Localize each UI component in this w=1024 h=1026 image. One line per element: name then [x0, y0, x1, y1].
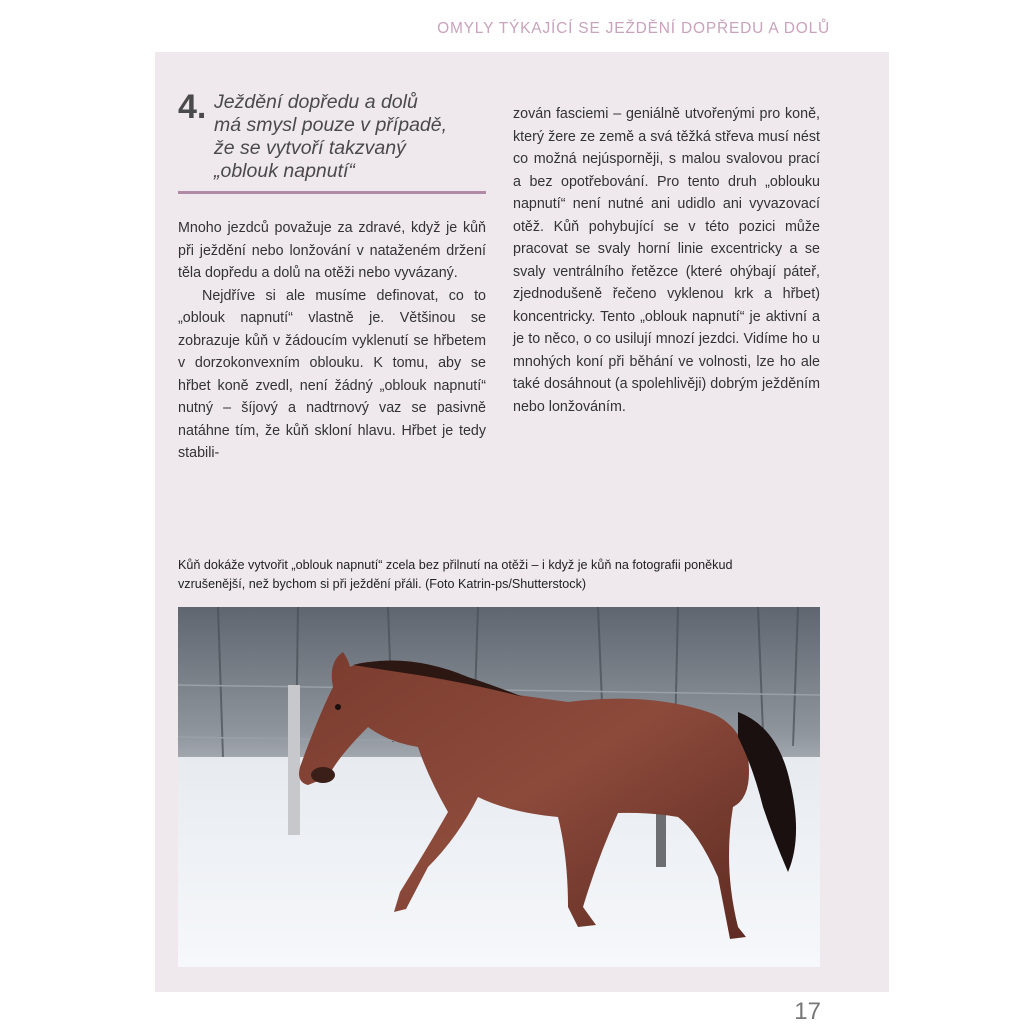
- section-title: [214, 88, 488, 183]
- horse-photo: [178, 607, 820, 967]
- photo-caption: Kůň dokáže vytvořit „oblouk napnutí“ zcela bez přilnutí na otěži – i když je kůň na fotografii poněkud vzrušenější, než bychom si při ježdění přáli. (Foto Katrin-ps/Shutterstock): [178, 558, 733, 591]
- section-title-line: Ježdění dopředu a dolů: [214, 91, 418, 113]
- page-number: 17: [794, 998, 821, 1025]
- section-title-line: „oblouk napnutí“: [214, 160, 355, 182]
- body-column-right: [513, 103, 820, 418]
- section-title-line: má smysl pouze v případě,: [214, 114, 448, 136]
- body-paragraph: Mnoho jezdců považuje za zdravé, když je kůň při ježdění nebo lonžování v nataženém držení těla dopředu a dolů na otěži nebo vyvázaný.: [178, 220, 486, 281]
- body-paragraph: zován fasciemi – geniálně utvořenými pro koně, který žere ze země a svá těžká střeva musí nést co možná nejúsporněji, s malou svalovou prací a bez opotřebování. Pro tento druh „oblouku napnutí“ není nutné ani udidlo ani vyvazovací otěž. Kůň pohybující se v této pozici může pracovat se svaly horní linie excentricky a se svaly ventrálního řetězce (které ohýbají páteř, zjednodušeně řečeno vyklenou krk a hřbet) koncentricky. Tento „oblouk napnutí“ je aktivní a je to něco, o co usilují mnozí jezdci. Vidíme ho u mnohých koní při běhání ve volnosti, lze ho ale také dosáhnout (a spolehlivěji) dobrým ježděním nebo lonžováním.: [513, 106, 820, 415]
- section-heading: [178, 88, 488, 183]
- heading-divider: [178, 191, 486, 194]
- section-number: 4.: [178, 88, 207, 126]
- body-column-left: [178, 217, 486, 465]
- running-head: OMYLY TÝKAJÍCÍ SE JEŽDĚNÍ DOPŘEDU A DOLŮ: [437, 20, 830, 37]
- section-title-line: že se vytvoří takzvaný: [214, 137, 406, 159]
- body-paragraph: Nejdříve si ale musíme definovat, co to „oblouk napnutí“ vlastně je. Většinou se zobrazuje kůň v žádoucím vyklenutí se hřbetem v dorzokonvexním oblouku. K tomu, aby se hřbet koně zvedl, není žádný „oblouk napnutí“ nutný – šíjový a nadtrnový vaz se pasivně natáhne tím, že kůň skloní hlavu. Hřbet je tedy stabili-: [178, 287, 486, 461]
